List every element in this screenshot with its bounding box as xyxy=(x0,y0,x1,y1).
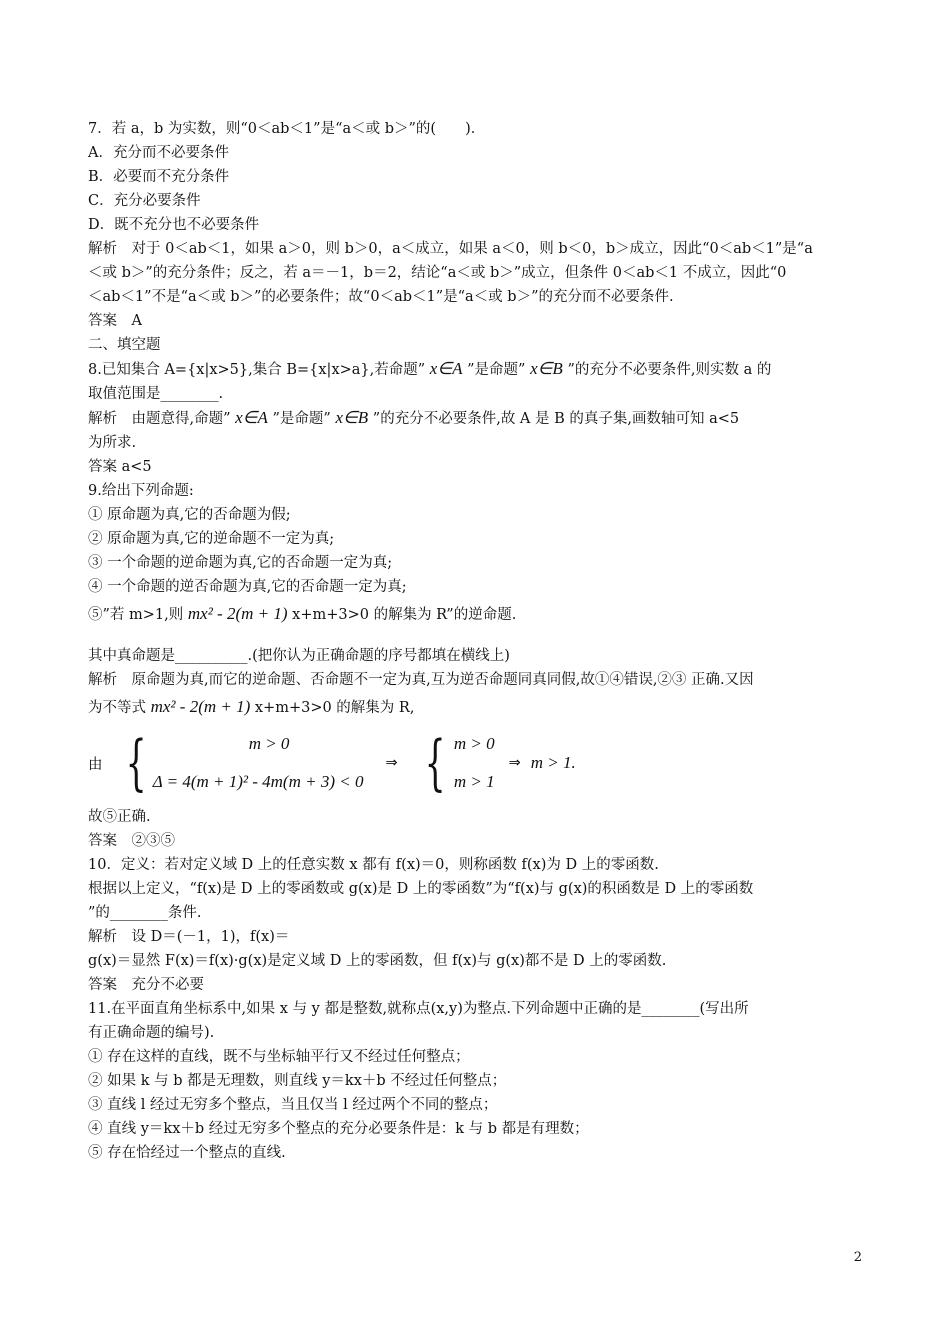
section-heading: 二、填空题 xyxy=(88,337,161,353)
q9-ana2-math: mx² - 2(m + 1) xyxy=(150,697,251,716)
q7-option-d: D．既不充分也不必要条件 xyxy=(88,217,260,233)
q9-item5-a: ⑤”若 m>1,则 xyxy=(88,607,184,623)
q9-conclude: 故⑤正确. xyxy=(88,809,151,825)
q9-fill: 其中真命题是__________.(把你认为正确命题的序号都填在横线上) xyxy=(88,648,510,664)
system2-bottom: m > 1 xyxy=(453,772,495,791)
q10-answer: 答案 充分不必要 xyxy=(88,977,204,993)
left-brace-2: { xyxy=(424,728,446,798)
q11-item-1: ① 存在这样的直线，既不与坐标轴平行又不经过任何整点； xyxy=(88,1049,470,1065)
q10-line3: ”的________条件. xyxy=(88,905,202,921)
q11-item-5: ⑤ 存在恰经过一个整点的直线. xyxy=(88,1145,286,1161)
q9-item-4: ④ 一个命题的逆否命题为真,它的否命题一定为真; xyxy=(88,579,407,595)
q7-option-c: C．充分必要条件 xyxy=(88,193,201,209)
q7-analysis-line1: 解析 对于 0＜ab＜1，如果 a＞0，则 b＞0，a＜成立，如果 a＜0，则 b＜0，b＞成立，因此“0＜ab＜1”是“a xyxy=(88,241,813,257)
q9-derivation xyxy=(88,727,862,799)
q10-line2: 根据以上定义，“f(x)是 D 上的零函数或 g(x)是 D 上的零函数”为“f(x)与 g(x)的积函数是 D 上的零函数 xyxy=(88,881,754,897)
q10-analysis-line1: 解析 设 D＝(－1，1)，f(x)＝ xyxy=(88,929,290,945)
q8-ana-b: ”是命题” xyxy=(272,411,331,427)
q8-math-xinA: x∈A xyxy=(429,359,463,378)
implies-arrow-2: ⇒ xyxy=(508,755,521,771)
q7-option-a: A．充分而不必要条件 xyxy=(88,145,229,161)
q9-item5-b: x+m+3>0 的解集为 R”的逆命题. xyxy=(292,607,517,623)
q10-analysis-line2: g(x)＝显然 F(x)＝f(x)·g(x)是定义域 D 上的零函数，但 f(x)与 g(x)都不是 D 上的零函数. xyxy=(88,953,667,969)
system-1 xyxy=(153,734,364,792)
q8-answer: 答案 a<5 xyxy=(88,459,152,475)
q9-ana2-b: x+m+3>0 的解集为 R, xyxy=(254,700,415,716)
q9-item-1: ① 原命题为真,它的否命题为假; xyxy=(88,507,291,523)
left-brace-1: { xyxy=(125,728,147,798)
q8-analysis-line2: 为所求. xyxy=(88,435,137,451)
q9-item-2: ② 原命题为真,它的逆命题不一定为真; xyxy=(88,531,335,547)
q9-ana2-a: 为不等式 xyxy=(88,700,146,716)
system1-bottom: Δ = 4(m + 1)² - 4m(m + 3) < 0 xyxy=(152,772,364,791)
q9-analysis-line2 xyxy=(88,692,862,723)
system1-top: m > 0 xyxy=(248,734,290,753)
q7-analysis-line3: ＜ab＜1”不是“a＜或 b＞”的必要条件；故“0＜ab＜1”是“a＜或 b＞”的充分而不必要条件. xyxy=(88,289,674,305)
q8-ana-math-xinA: x∈A xyxy=(235,408,268,427)
q9-you: 由 xyxy=(88,756,103,773)
q10-stem: 10．定义：若对定义域 D 上的任意实数 x 都有 f(x)＝0，则称函数 f(x)为 D 上的零函数. xyxy=(88,857,659,873)
q7-stem: 7．若 a，b 为实数，则“0＜ab＜1”是“a＜或 b＞”的( )． xyxy=(88,121,486,137)
q8-stem-b: ”是命题” xyxy=(467,362,526,378)
q9-item-5 xyxy=(88,599,862,630)
q8-ana-c: ”的充分不必要条件,故 A 是 B 的真子集,画数轴可知 a<5 xyxy=(372,411,740,427)
q8-ana-a: 解析 由题意得,命题” xyxy=(88,411,231,427)
implies-arrow-1: ⇒ xyxy=(385,755,398,771)
q8-analysis-line1 xyxy=(88,406,862,431)
q11-stem-line2: 有正确命题的编号). xyxy=(88,1025,215,1041)
q11-item-4: ④ 直线 y＝kx＋b 经过无穷多个整点的充分必要条件是：k 与 b 都是有理数； xyxy=(88,1121,589,1137)
q9-analysis-line1: 解析 原命题为真,而它的逆命题、否命题不一定为真,互为逆否命题同真同假,故①④错误,②③ 正确.又因 xyxy=(88,672,754,688)
q11-item-2: ② 如果 k 与 b 都是无理数，则直线 y＝kx＋b 不经过任何整点； xyxy=(88,1073,507,1089)
q8-stem-a: 8.已知集合 A={x|x>5},集合 B={x|x>a},若命题” xyxy=(88,362,426,378)
system-2 xyxy=(454,734,495,792)
system2-top: m > 0 xyxy=(453,734,495,753)
q8-stem-c: ”的充分不必要条件,则实数 a 的 xyxy=(567,362,772,378)
q8-stem-line2: 取值范围是________. xyxy=(88,386,224,402)
q9-item-3: ③ 一个命题的逆命题为真,它的否命题一定为真; xyxy=(88,555,393,571)
q8-ana-math-xinB: x∈B xyxy=(335,408,369,427)
q9-result: m > 1 xyxy=(530,753,572,772)
page-number: 2 xyxy=(853,1250,862,1265)
q8-math-xinB: x∈B xyxy=(530,359,563,378)
q9-item5-math: mx² - 2(m + 1) xyxy=(187,604,288,623)
document-body xyxy=(88,117,862,1165)
q8-stem-line1 xyxy=(88,357,862,382)
q7-analysis-line2: ＜或 b＞”的充分条件；反之，若 a＝－1，b＝2，结论“a＜或 b＞”成立，但条件 0＜ab＜1 不成立，因此“0 xyxy=(88,265,787,281)
q7-option-b: B．必要而不充分条件 xyxy=(88,169,230,185)
q9-result-dot: . xyxy=(571,753,576,772)
q11-item-3: ③ 直线 l 经过无穷多个整点，当且仅当 l 经过两个不同的整点； xyxy=(88,1097,498,1113)
q9-answer: 答案 ②③⑤ xyxy=(88,833,175,849)
q9-stem: 9.给出下列命题: xyxy=(88,483,194,499)
q7-answer: 答案 A xyxy=(88,313,142,329)
q11-stem-line1: 11.在平面直角坐标系中,如果 x 与 y 都是整数,就称点(x,y)为整点.下列命题中正确的是________(写出所 xyxy=(88,1001,749,1017)
